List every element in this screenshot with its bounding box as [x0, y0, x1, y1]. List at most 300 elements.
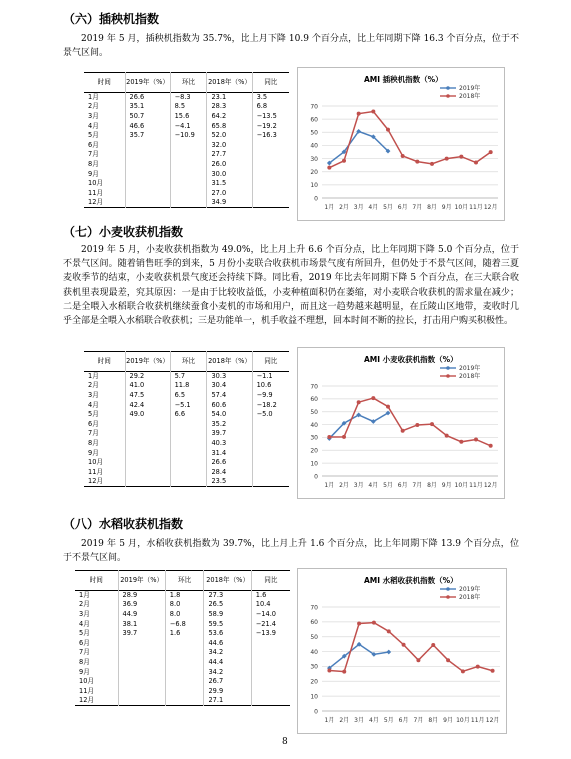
table-cell: [170, 169, 207, 179]
y-tick-label: 50: [310, 409, 318, 417]
table-cell: [170, 179, 207, 189]
table-row: [75, 619, 290, 629]
x-tick-label: 3月: [353, 204, 364, 211]
table-cell: 11月: [88, 467, 103, 476]
table-cell: 39.7: [207, 429, 252, 439]
table-cell: 34.9: [207, 198, 252, 208]
legend-marker: [446, 595, 450, 599]
y-tick-label: 30: [310, 155, 318, 163]
data-point: [489, 444, 493, 448]
table-cell: 26.7: [204, 677, 251, 687]
table-cell: [170, 439, 207, 449]
data-point: [459, 155, 463, 159]
data-point: [474, 437, 478, 441]
table-cell: [170, 198, 207, 208]
table-cell: −5.1: [170, 400, 207, 410]
legend-label: 2018年: [459, 93, 481, 101]
data-point: [357, 400, 361, 404]
table-cell: −9.9: [252, 391, 289, 401]
section-heading-wheat-harvester: （七）小麦收获机指数: [63, 225, 184, 239]
table-cell: 58.9: [204, 610, 251, 620]
table-cell: 1.6: [165, 629, 204, 639]
table-cell: 32.0: [207, 140, 252, 150]
table-header-cell: 2018年（%）: [207, 73, 252, 93]
data-point: [401, 154, 405, 158]
data-point: [327, 435, 331, 439]
table-cell: 41.0: [125, 381, 170, 391]
legend-label: 2018年: [459, 373, 481, 381]
table-cell: 30.0: [207, 169, 252, 179]
data-point: [489, 150, 493, 154]
table-cell: 6月: [88, 419, 99, 428]
y-tick-label: 40: [310, 142, 318, 150]
table-row: [84, 112, 289, 122]
chart-svg-rice-harvester: [298, 569, 508, 735]
table-row: [84, 448, 289, 458]
table-cell: 27.3: [204, 591, 251, 601]
chart-svg-transplanter: [298, 68, 506, 222]
table-cell: 50.7: [125, 112, 170, 122]
table-header-cell: 2019年（%）: [125, 352, 170, 372]
table-cell: 4月: [88, 400, 99, 409]
table-cell: 28.9: [118, 591, 165, 601]
table-cell: 7月: [88, 150, 99, 159]
table-cell: [252, 150, 289, 160]
series-line: [329, 644, 388, 668]
table-cell: 6月: [88, 140, 99, 149]
table-cell: 31.4: [207, 448, 252, 458]
legend-marker: [446, 86, 450, 90]
x-tick-label: 9月: [443, 717, 453, 724]
data-point: [416, 658, 420, 662]
table-cell: 40.3: [207, 439, 252, 449]
table-row: [84, 121, 289, 131]
table-row: [84, 372, 289, 382]
table-header-cell: 同比: [252, 73, 289, 93]
table-cell: [125, 439, 170, 449]
table-cell: −16.3: [252, 131, 289, 141]
table-cell: 8.5: [170, 102, 207, 112]
table-cell: 23.5: [207, 477, 252, 487]
table-cell: 64.2: [207, 112, 252, 122]
chart-svg-wheat-harvester: [298, 348, 506, 500]
table-cell: [170, 467, 207, 477]
table-cell: [125, 419, 170, 429]
data-point: [461, 669, 465, 673]
x-tick-label: 4月: [368, 204, 379, 211]
series-line: [329, 623, 492, 672]
y-tick-label: 20: [310, 678, 318, 686]
table-cell: 2月: [79, 600, 90, 609]
x-tick-label: 1月: [324, 204, 335, 211]
chart-rice-harvester: [297, 568, 507, 734]
table-cell: [165, 658, 204, 668]
table-cell: 10.6: [252, 381, 289, 391]
table-cell: 6.5: [170, 391, 207, 401]
x-tick-label: 8月: [428, 717, 439, 724]
table-header-cell: 环比: [170, 352, 207, 372]
table-cell: [170, 150, 207, 160]
table-cell: [170, 188, 207, 198]
table-header-cell: 环比: [170, 73, 207, 93]
table-cell: [252, 439, 289, 449]
data-point: [445, 157, 449, 161]
table-cell: [125, 477, 170, 487]
x-tick-label: 2月: [339, 717, 350, 724]
x-tick-label: 7月: [412, 482, 423, 489]
table-cell: 42.4: [125, 400, 170, 410]
table-cell: 12月: [79, 696, 94, 705]
y-tick-label: 70: [310, 604, 318, 612]
table-cell: 5月: [79, 629, 90, 638]
table-header-cell: 环比: [165, 571, 204, 591]
table-cell: 6.8: [252, 102, 289, 112]
data-point: [357, 621, 361, 625]
table-row: [84, 410, 289, 420]
table-cell: 3月: [79, 609, 90, 618]
table-cell: 29.9: [204, 686, 251, 696]
legend-marker: [446, 374, 450, 378]
table-row: [75, 658, 290, 668]
section-paragraph-wheat-harvester: 2019 年 5 月，小麦收获机指数为 49.0%，比上月上升 6.6 个百分点，比上年同期下降 5.0 个百分点，位于不景气区间。随着销售旺季的到来，5 月份小麦联合收获机市场景气度有所回升，但仍处于不景气区间，随着三夏麦收季节的结束，小麦收获机景气度还会持续下降。同比看，2019 年比去年同期下降 5 个百分点，在三大联合收获机里表现最差，究其原因：一是由于比较收益低，小麦种植面积仍在萎缩，对小麦联合收获机的需求量在减少；二是全喂入水稻联合收获机继续蚕食小麦机的市场和用户，而且这一趋势越来越明显，在丘陵山区地带，麦收时几乎全部是全喂入水稻联合收获机；三是功能单一，机手收益不理想，回本时间不断的拉长，打击用户购买积极性。: [63, 245, 519, 327]
table-cell: [170, 429, 207, 439]
table-row: [84, 93, 289, 103]
table-cell: 8月: [79, 657, 90, 666]
table-cell: 44.9: [118, 610, 165, 620]
table-cell: [252, 458, 289, 468]
table-cell: 27.0: [207, 188, 252, 198]
table-cell: 6.6: [170, 410, 207, 420]
chart-title: AMI 小麦收获机指数（%）: [364, 355, 458, 364]
data-table-rice-harvester: [75, 570, 290, 706]
table-header-cell: 时间: [97, 356, 111, 365]
y-tick-label: 10: [310, 182, 318, 190]
table-cell: −18.2: [252, 400, 289, 410]
table-row: [75, 591, 290, 601]
table-cell: 8.0: [165, 600, 204, 610]
table-cell: [170, 419, 207, 429]
table-cell: 54.0: [207, 410, 252, 420]
y-tick-label: 30: [310, 434, 318, 442]
table-cell: −10.9: [170, 131, 207, 141]
x-tick-label: 1月: [324, 717, 335, 724]
data-point: [342, 159, 346, 163]
table-cell: [118, 677, 165, 687]
table-cell: 1月: [88, 93, 99, 102]
table-cell: 60.6: [207, 400, 252, 410]
data-point: [342, 670, 346, 674]
data-point: [402, 643, 406, 647]
y-tick-label: 60: [310, 116, 318, 124]
table-header-row: [84, 352, 289, 372]
table-row: [84, 140, 289, 150]
table-cell: 4月: [88, 121, 99, 130]
table-cell: 59.5: [204, 619, 251, 629]
table-cell: [118, 648, 165, 658]
table-cell: [125, 140, 170, 150]
table-cell: −1.1: [252, 372, 289, 382]
table-cell: 53.6: [204, 629, 251, 639]
table-cell: [118, 667, 165, 677]
x-tick-label: 2月: [339, 204, 349, 211]
table-row: [75, 648, 290, 658]
table-cell: 9月: [79, 667, 90, 676]
data-point: [327, 668, 331, 672]
section-heading-transplanter: （六）插秧机指数: [63, 12, 160, 26]
table-cell: 57.4: [207, 391, 252, 401]
data-point: [430, 422, 434, 426]
table-cell: [170, 160, 207, 170]
y-tick-label: 70: [310, 383, 318, 391]
data-point: [445, 434, 449, 438]
table-cell: 11.8: [170, 381, 207, 391]
x-tick-label: 5月: [383, 482, 393, 489]
legend-label: 2018年: [459, 594, 481, 602]
table-cell: [125, 458, 170, 468]
table-row: [75, 686, 290, 696]
table-cell: [125, 188, 170, 198]
x-tick-label: 1月: [324, 482, 335, 489]
y-tick-label: 10: [310, 460, 318, 468]
table-row: [84, 391, 289, 401]
table-cell: 3月: [88, 111, 99, 120]
table-cell: 3月: [88, 390, 99, 399]
table-cell: 1.6: [251, 591, 290, 601]
table-row: [84, 160, 289, 170]
table-cell: 2月: [88, 102, 99, 111]
table-cell: −13.9: [251, 629, 290, 639]
legend-marker: [446, 94, 450, 98]
table-cell: 52.0: [207, 131, 252, 141]
table-cell: −4.1: [170, 121, 207, 131]
table-header-cell: 2018年（%）: [204, 571, 251, 591]
x-tick-label: 4月: [369, 717, 379, 724]
data-point: [415, 423, 419, 427]
table-cell: [125, 169, 170, 179]
x-tick-label: 7月: [413, 717, 424, 724]
table-cell: 26.6: [125, 93, 170, 103]
table-row: [84, 102, 289, 112]
table-cell: [165, 696, 204, 706]
table-cell: [251, 648, 290, 658]
data-point: [401, 429, 405, 433]
y-tick-label: 20: [310, 169, 318, 177]
table-cell: 28.3: [207, 102, 252, 112]
table-cell: 7月: [88, 429, 99, 438]
table-cell: −19.2: [252, 121, 289, 131]
section-heading-rice-harvester: （八）水稻收获机指数: [63, 517, 184, 531]
table-cell: [252, 419, 289, 429]
table-row: [84, 188, 289, 198]
data-table-transplanter: [84, 72, 289, 208]
chart-transplanter: [297, 67, 505, 221]
table-cell: [252, 467, 289, 477]
table-cell: 12月: [88, 477, 103, 486]
data-point: [386, 650, 391, 655]
x-tick-label: 3月: [353, 482, 364, 489]
table-cell: [252, 169, 289, 179]
table-row: [75, 638, 290, 648]
data-point: [474, 161, 478, 165]
table-cell: [125, 150, 170, 160]
table-cell: 35.1: [125, 102, 170, 112]
table-cell: [125, 198, 170, 208]
series-line: [329, 398, 490, 446]
y-tick-label: 60: [310, 396, 318, 404]
table-header-cell: 同比: [251, 571, 290, 591]
page-number: 8: [282, 737, 288, 747]
table-header-row: [75, 571, 290, 591]
y-tick-label: 50: [310, 634, 318, 642]
table-header-cell: 时间: [89, 575, 103, 584]
table-cell: [125, 429, 170, 439]
table-row: [75, 677, 290, 687]
y-tick-label: 30: [310, 663, 318, 671]
table-cell: [118, 658, 165, 668]
table-cell: 28.4: [207, 467, 252, 477]
x-tick-label: 10月: [456, 717, 470, 724]
table-row: [84, 169, 289, 179]
table-cell: [125, 160, 170, 170]
table-cell: 65.8: [207, 121, 252, 131]
table-cell: 10.4: [251, 600, 290, 610]
table-row: [84, 198, 289, 208]
y-tick-label: 70: [310, 103, 318, 111]
table-header-cell: 2019年（%）: [125, 73, 170, 93]
table-cell: [252, 188, 289, 198]
table-row: [75, 696, 290, 706]
x-tick-label: 11月: [469, 204, 483, 211]
table-row: [84, 439, 289, 449]
table-cell: [165, 686, 204, 696]
table-cell: [170, 458, 207, 468]
legend-label: 2019年: [459, 586, 481, 594]
table-cell: −8.3: [170, 93, 207, 103]
table-cell: 11月: [79, 686, 94, 695]
table-cell: 3.5: [252, 93, 289, 103]
chart-wheat-harvester: [297, 347, 505, 499]
data-table-wheat-harvester: [84, 351, 289, 487]
table-cell: 5.7: [170, 372, 207, 382]
table-cell: 1月: [79, 591, 90, 600]
y-tick-label: 40: [310, 421, 318, 429]
x-tick-label: 6月: [397, 204, 408, 211]
table-cell: 30.4: [207, 381, 252, 391]
data-point: [476, 665, 480, 669]
table-cell: [118, 638, 165, 648]
table-cell: 26.6: [207, 458, 252, 468]
section-paragraph-transplanter: 2019 年 5 月，插秧机指数为 35.7%，比上月下降 10.9 个百分点，比上年同期下降 16.3 个百分点，位于不景气区间。: [63, 34, 519, 59]
x-tick-label: 11月: [469, 482, 483, 489]
chart-title: AMI 插秧机指数（%）: [364, 75, 443, 84]
table-header-cell: 时间: [97, 77, 111, 86]
legend-marker: [446, 587, 450, 591]
table-cell: [125, 179, 170, 189]
legend-marker: [446, 366, 450, 370]
x-tick-label: 2月: [339, 482, 349, 489]
table-cell: 4月: [79, 619, 90, 628]
table-cell: 11月: [88, 188, 103, 197]
y-tick-label: 0: [314, 708, 318, 716]
data-point: [327, 166, 331, 170]
legend-label: 2019年: [459, 85, 481, 93]
table-cell: 30.3: [207, 372, 252, 382]
x-tick-label: 12月: [485, 717, 500, 724]
table-cell: [165, 648, 204, 658]
table-cell: 29.2: [125, 372, 170, 382]
table-cell: [170, 477, 207, 487]
y-tick-label: 0: [314, 195, 318, 203]
table-cell: [251, 686, 290, 696]
x-tick-label: 5月: [383, 204, 393, 211]
chart-title: AMI 水稻收获机指数（%）: [364, 576, 458, 585]
table-cell: 9月: [88, 169, 99, 178]
table-cell: [118, 696, 165, 706]
x-tick-label: 12月: [483, 204, 498, 211]
x-tick-label: 9月: [441, 204, 452, 211]
table-header-cell: 2018年（%）: [207, 352, 252, 372]
table-row: [84, 179, 289, 189]
data-point: [387, 629, 391, 633]
table-cell: [252, 448, 289, 458]
table-cell: 6月: [79, 638, 90, 647]
data-point: [430, 162, 434, 166]
y-tick-label: 40: [310, 648, 318, 656]
table-cell: [252, 140, 289, 150]
x-tick-label: 9月: [441, 482, 452, 489]
section-paragraph-rice-harvester: 2019 年 5 月，水稻收获机指数为 39.7%，比上月上升 1.6 个百分点，比上年同期下降 13.9 个百分点，位于不景气区间。: [63, 539, 519, 564]
x-tick-label: 10月: [454, 482, 469, 489]
table-cell: 35.2: [207, 419, 252, 429]
table-row: [84, 458, 289, 468]
table-cell: [252, 429, 289, 439]
table-cell: [251, 677, 290, 687]
table-row: [75, 667, 290, 677]
table-cell: [125, 448, 170, 458]
table-cell: 10月: [88, 179, 103, 188]
data-point: [415, 160, 419, 164]
x-tick-label: 6月: [398, 717, 409, 724]
legend-label: 2019年: [459, 365, 481, 373]
table-cell: [165, 677, 204, 687]
x-tick-label: 10月: [454, 204, 469, 211]
table-row: [75, 629, 290, 639]
x-tick-label: 7月: [412, 204, 423, 211]
table-cell: 9月: [88, 448, 99, 457]
data-point: [386, 405, 390, 409]
table-cell: 46.6: [125, 121, 170, 131]
table-cell: 38.1: [118, 619, 165, 629]
table-cell: 44.6: [204, 638, 251, 648]
table-row: [84, 467, 289, 477]
table-cell: [251, 658, 290, 668]
table-cell: 5月: [88, 131, 99, 140]
table-cell: −5.0: [252, 410, 289, 420]
table-row: [84, 429, 289, 439]
table-row: [75, 600, 290, 610]
table-cell: [251, 638, 290, 648]
x-tick-label: 8月: [427, 482, 437, 489]
x-tick-label: 5月: [383, 717, 394, 724]
table-cell: [252, 179, 289, 189]
data-point: [446, 658, 450, 662]
data-point: [371, 396, 375, 400]
table-row: [84, 477, 289, 487]
table-cell: 26.5: [204, 600, 251, 610]
table-cell: 5月: [88, 410, 99, 419]
table-header-cell: 2019年（%）: [118, 571, 165, 591]
table-cell: 44.4: [204, 658, 251, 668]
